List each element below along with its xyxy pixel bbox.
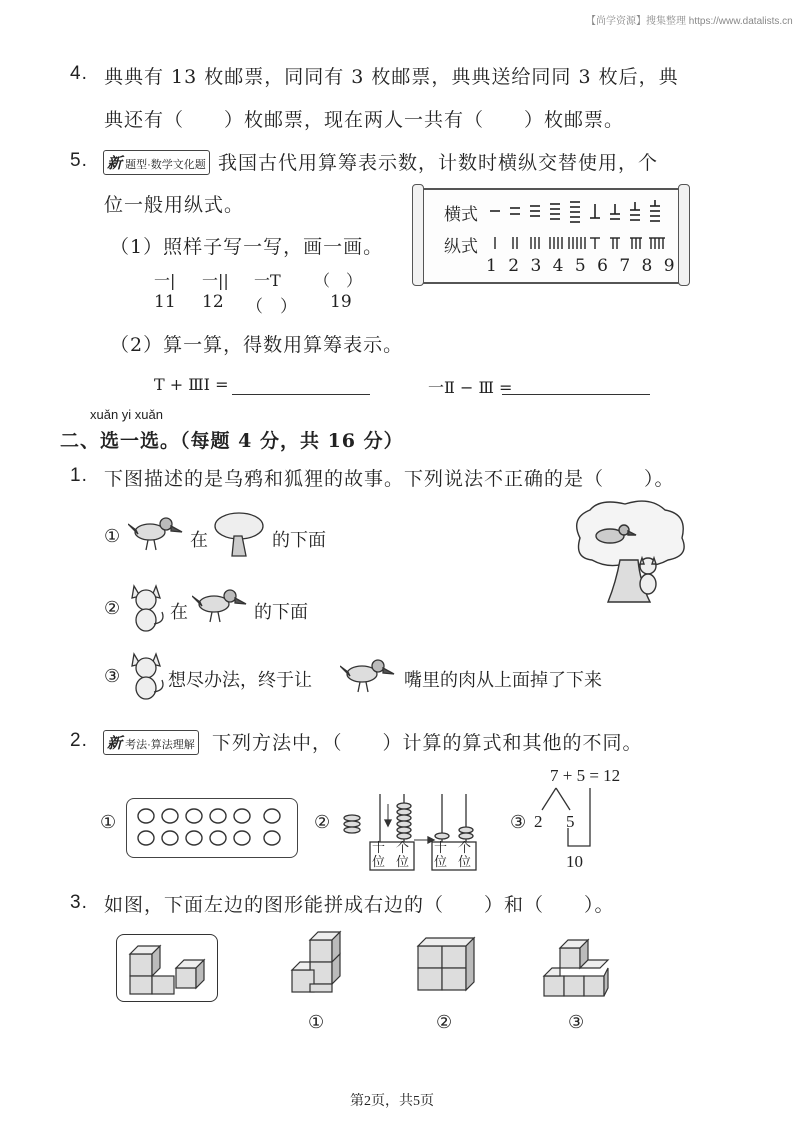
s2q1-opt1-zai: 在 <box>190 530 208 551</box>
cube-figure-2 <box>414 932 476 996</box>
section2-title: 二、选一选。（每题 4 分，共 16 分） <box>60 430 404 452</box>
s2q1-opt1-marker[interactable]: ① <box>104 526 121 547</box>
crow-icon <box>340 654 396 696</box>
q4-number: 4. <box>70 63 88 84</box>
new-method-badge: 新 考法·算法理解 <box>103 730 199 755</box>
horizontal-rod-glyphs <box>486 198 676 224</box>
rod-glyph-12: 一|| <box>202 271 229 290</box>
abacus-left-unit-label: 个 位 <box>396 841 410 870</box>
q4-line1: 典典有 13 枚邮票，同同有 3 枚邮票，典典送给同同 3 枚后，典 <box>104 66 679 88</box>
q5-line2: 位一般用纵式。 <box>104 194 245 216</box>
s2q1-number: 1. <box>70 465 88 486</box>
make-ten-diagram <box>530 786 620 856</box>
s2q3-number: 3. <box>70 892 88 913</box>
figure-1-label[interactable]: ① <box>308 1012 325 1033</box>
split-part-2: 2 <box>534 812 543 831</box>
s2q2-text: 下列方法中，（ ）计算的算式和其他的不同。 <box>212 732 643 754</box>
q5-line1: 我国古代用算筹表示数，计数时横纵交替使用，个 <box>218 152 659 174</box>
section2-pinyin: xuǎn yi xuǎn <box>90 407 163 422</box>
split-part-5: 5 <box>566 812 575 831</box>
value-19: 19 <box>330 292 352 312</box>
q5-part2-expr2: 一Ⅱ − Ⅲ = <box>428 378 513 397</box>
s2q1-opt2-suffix: 的下面 <box>254 602 308 623</box>
fox-icon <box>126 650 166 702</box>
q5-part1-value-row <box>154 292 384 317</box>
equation-7-plus-5: 7 + 5 = 12 <box>550 766 621 785</box>
q5-part2-answer-line1[interactable] <box>232 394 370 395</box>
crow-icon <box>128 512 184 554</box>
s2q2-badge <box>100 730 202 755</box>
s2q1-text: 下图描述的是乌鸦和狐狸的故事。下列说法不正确的是（ ）。 <box>104 468 675 490</box>
s2q1-opt3-middle: 想尽办法，终于让 <box>168 670 312 691</box>
new-question-type-badge: 新 题型·数学文化题 <box>103 150 210 175</box>
q5-part1-glyph-row <box>154 268 384 290</box>
fox-icon <box>126 582 166 634</box>
q5-part1-label: （1）照样子写一写，画一画。 <box>110 236 384 258</box>
watermark: 【尚学资源】搜集整理 https://www.datalists.cn <box>586 16 793 27</box>
s2q2-opt1-marker[interactable]: ① <box>100 812 117 833</box>
s2q3-text: 如图，下面左边的图形能拼成右边的（ ）和（ ）。 <box>104 894 615 916</box>
abacus-right-ten-label: 十 位 <box>434 841 448 870</box>
s2q1-opt1-suffix: 的下面 <box>272 530 326 551</box>
rod-glyph-11: 一| <box>154 271 176 290</box>
figure-3-label[interactable]: ③ <box>568 1012 585 1033</box>
q5-part2-expr1: T + ⅢⅠ = <box>154 375 229 394</box>
scroll-row-horizontal-label: 横式 <box>444 205 478 225</box>
given-cube-shapes <box>120 938 214 998</box>
crow-fox-tree-illustration <box>570 498 690 606</box>
cube-figure-1 <box>288 930 348 1002</box>
value-blank[interactable]: （ ） <box>246 297 297 317</box>
split-sum-10: 10 <box>566 852 583 871</box>
value-11: 11 <box>154 292 176 312</box>
dot-frame-dots <box>126 798 296 856</box>
q5-part2-label: （2）算一算，得数用算筹表示。 <box>110 334 404 356</box>
s2q2-opt2-marker[interactable]: ② <box>314 812 331 833</box>
abacus-right-unit-label: 个 位 <box>458 841 472 870</box>
s2q2-number: 2. <box>70 730 88 751</box>
s2q1-opt2-zai: 在 <box>170 602 188 623</box>
value-12: 12 <box>202 292 224 312</box>
q5-badge <box>100 150 213 175</box>
q5-number: 5. <box>70 150 88 171</box>
rod-glyph-unknown: 一T <box>254 271 281 290</box>
counting-rod-scroll <box>420 188 684 284</box>
scroll-roll-right <box>678 184 690 286</box>
vertical-rod-glyphs <box>486 234 676 252</box>
page-number-footer: 第2页，共5页 <box>350 1094 434 1109</box>
figure-2-label[interactable]: ② <box>436 1012 453 1033</box>
scroll-row-vertical-label: 纵式 <box>444 237 478 257</box>
s2q1-opt3-suffix: 嘴里的肉从上面掉了下来 <box>404 670 602 691</box>
q5-part2-answer-line2[interactable] <box>502 394 650 395</box>
scroll-roll-left <box>412 184 424 286</box>
crow-icon <box>192 584 248 626</box>
q4-line2: 典还有（ ）枚邮票，现在两人一共有（ ）枚邮票。 <box>104 109 625 131</box>
abacus-left-ten-label: 十 位 <box>372 841 386 870</box>
cube-figure-3 <box>540 938 612 1002</box>
tree-icon <box>212 510 266 560</box>
rod-glyph-19-blank[interactable]: （ ） <box>314 271 363 290</box>
s2q2-opt3-marker[interactable]: ③ <box>510 812 527 833</box>
scroll-digits: 1 2 3 4 5 6 7 8 9 <box>486 256 678 276</box>
s2q1-opt2-marker[interactable]: ② <box>104 598 121 619</box>
s2q1-opt3-marker[interactable]: ③ <box>104 666 121 687</box>
